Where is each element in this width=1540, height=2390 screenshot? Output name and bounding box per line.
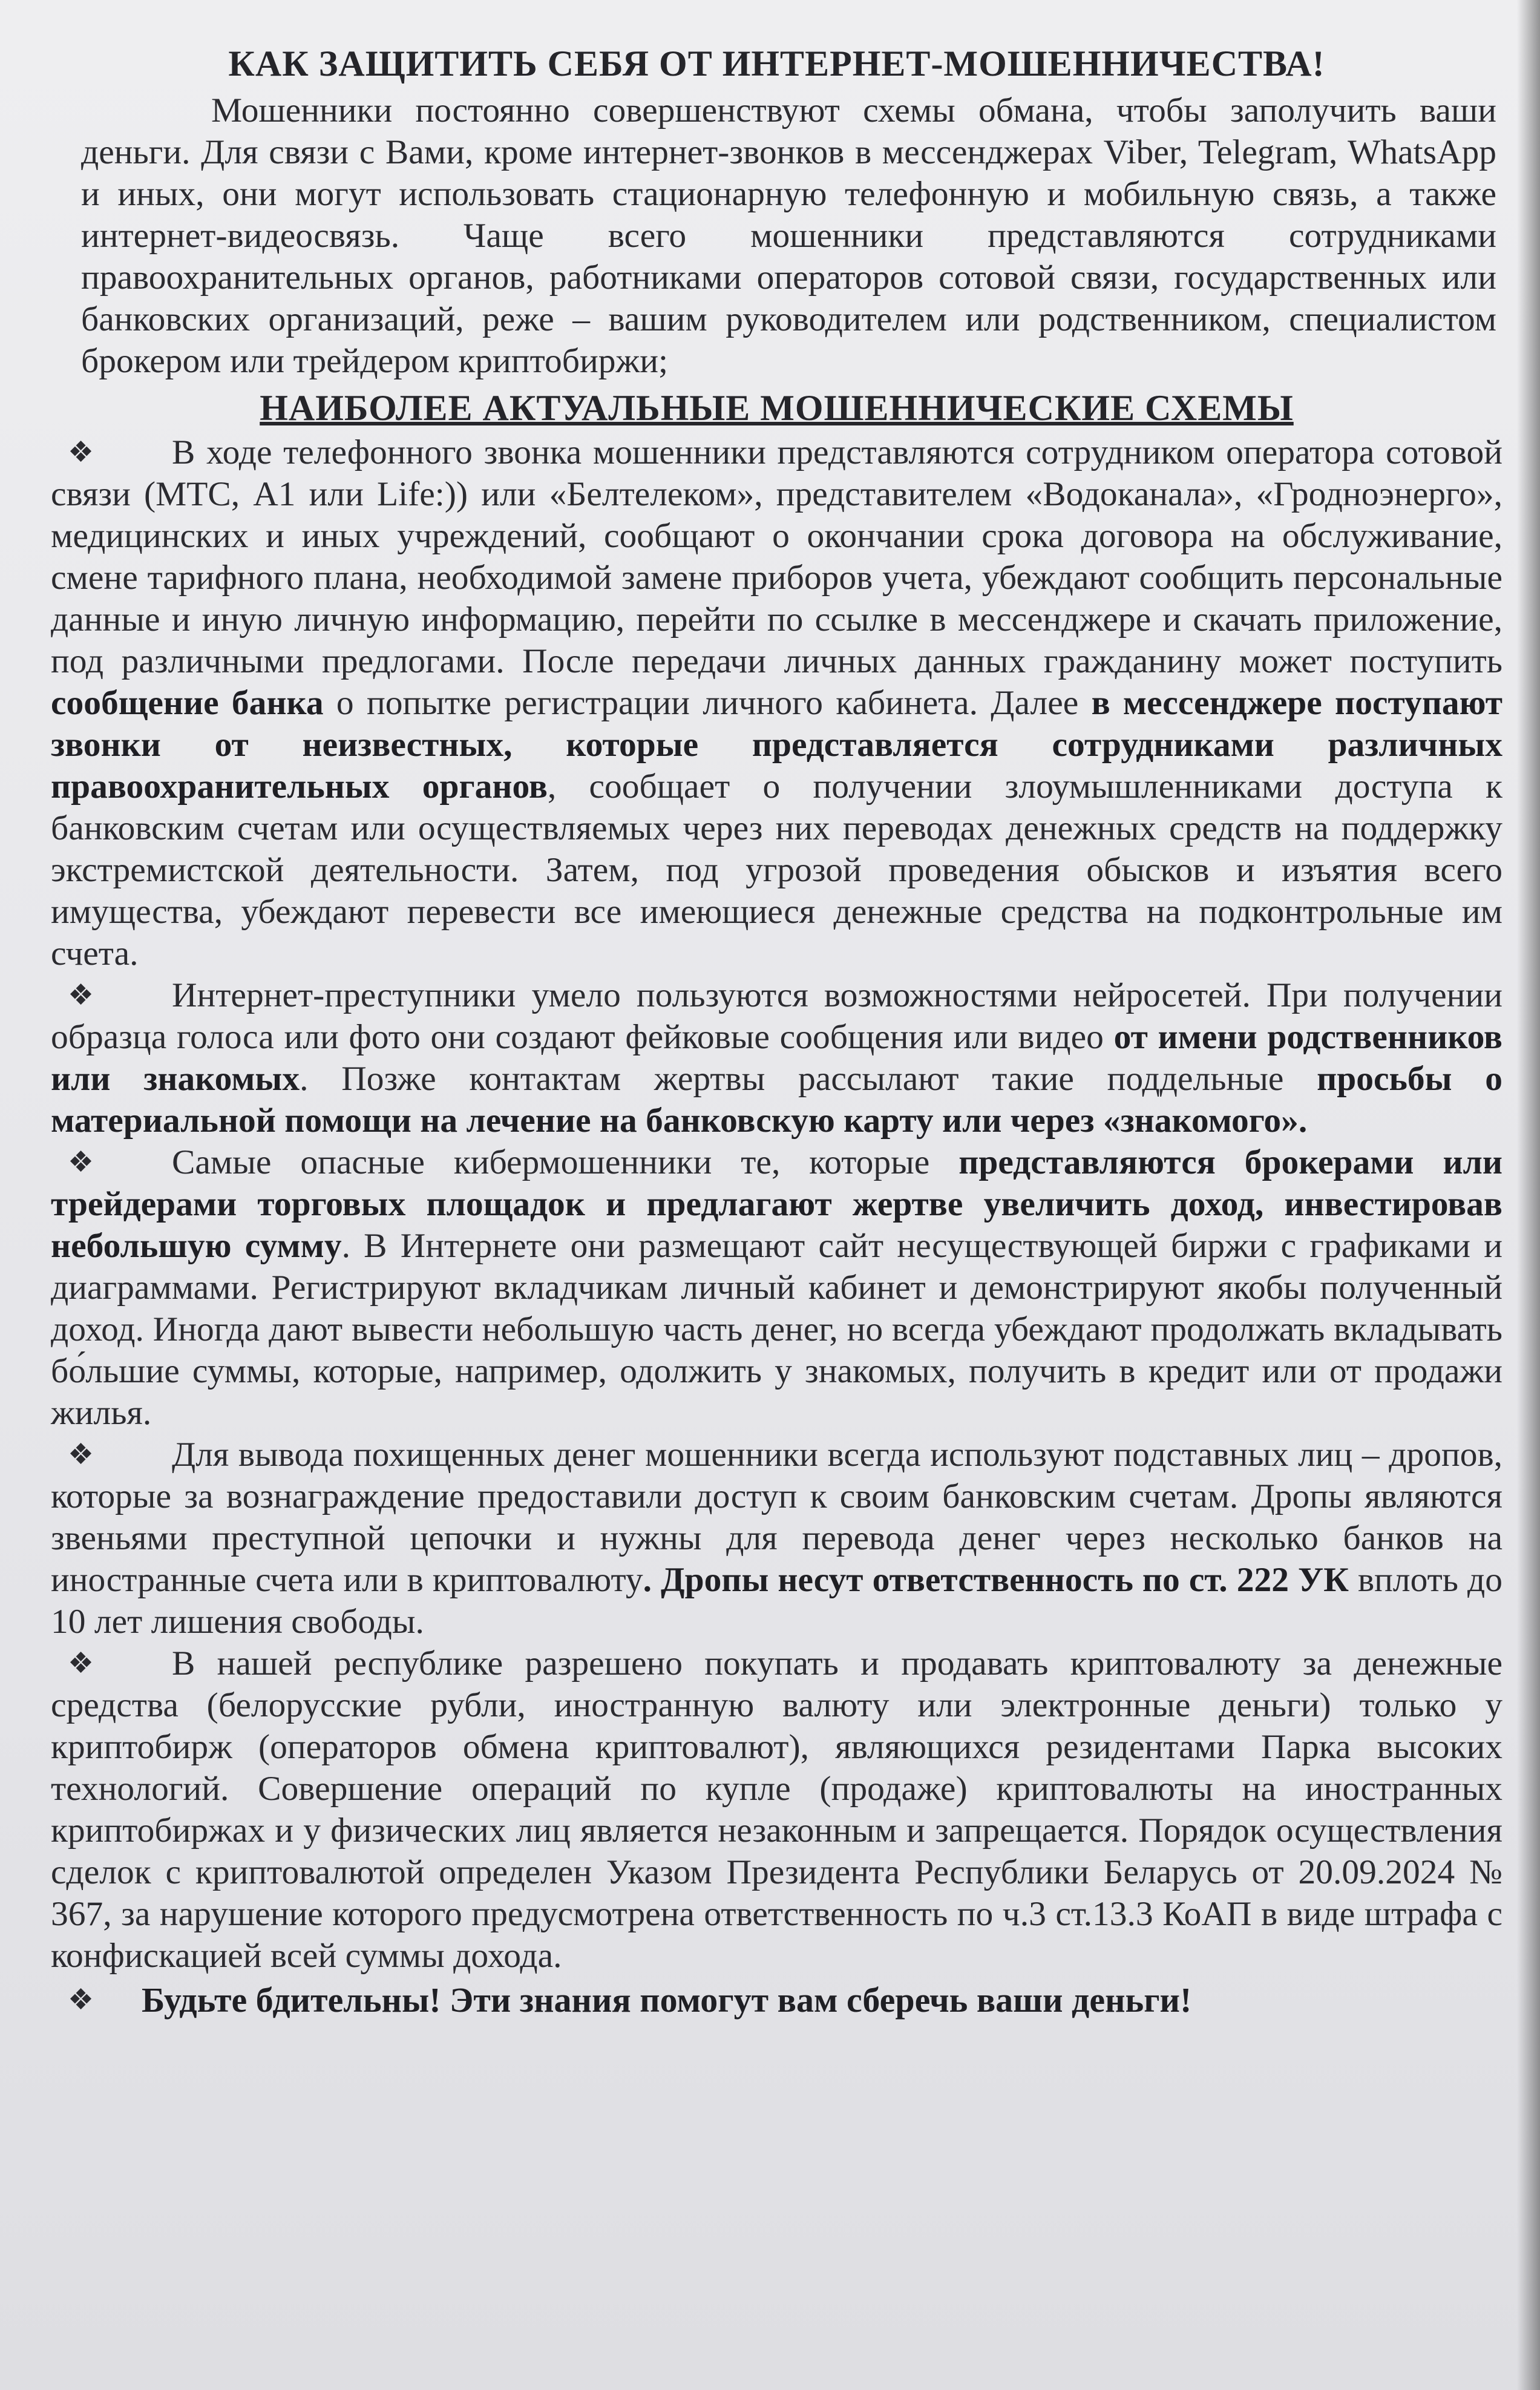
scheme-item-3 — [51, 1141, 1502, 1434]
scheme-1-bold-b: в мессенджере поступают звонки от неизвестных, которые представляется сотрудниками различных правоохранительных органов — [51, 684, 1503, 806]
document-title: КАК ЗАЩИТИТЬ СЕБЯ ОТ ИНТЕРНЕТ-МОШЕННИЧЕСТВА! — [228, 44, 1325, 84]
scheme-3-text-a: Самые опасные кибермошенники те, которые — [172, 1143, 959, 1181]
scheme-2-text-b: . Позже контактам жертвы рассылают такие поддельные — [300, 1060, 1317, 1098]
section-heading: НАИБОЛЕЕ АКТУАЛЬНЫЕ МОШЕННИЧЕСКИЕ СХЕМЫ — [260, 388, 1294, 428]
scheme-1-text-a: В ходе телефонного звонка мошенники представляются сотрудником оператора сотовой связи (МТС, А1 или Life:)) или «Белтелеком», представителем «Водоканала», «Гродноэнерго», медицинских и иных учреждений, сообщают о окончании срока договора на обслуживание, смене тарифного плана, необходимой замене приборов учета, убеждают сообщить персональные данные и иную личную информацию, перейти по ссылке в мессенджере и скачать приложение, под различными предлогами. После передачи личных данных гражданину может поступить — [51, 433, 1502, 680]
closing-text: Будьте бдительны! Эти знания помогут вам сберечь ваши деньги! — [142, 1980, 1192, 2020]
scheme-4-text-b: вплоть до 10 лет лишения свободы. — [51, 1561, 1502, 1641]
intro-paragraph: Мошенники постоянно совершенствуют схемы обмана, чтобы заполучить ваши деньги. Для связи с Вами, кроме интернет-звонков в мессенджерах Viber, Telegram, WhatsApp и иных, они могут использовать стационарную телефонную и мобильную связь, а также интернет-видеосвязь. Чаще всего мошенники представляются сотрудниками правоохранительных органов, работниками операторов сотовой связи, государственных или банковских организаций, реже – вашим руководителем или родственником, специалистом брокером или трейдером криптобиржи; — [81, 91, 1496, 380]
diamond-bullet-icon: ❖ — [68, 1983, 94, 2017]
scheme-1-text-b: о попытке регистрации личного кабинета. Далее — [323, 684, 1092, 722]
scheme-item-4 — [51, 1434, 1502, 1643]
scheme-5-text: В нашей республике разрешено покупать и продавать криптовалюту за денежные средства (белорусские рубли, иностранную валюту или электронные деньги) только у криптобирж (операторов обмена криптовалют), являющихся резидентами Парка высоких технологий. Совершение операций по купле (продаже) криптовалюты на иностранных криптобиржах и у физических лиц является незаконным и запрещается. Порядок осуществления сделок с криптовалютой определен Указом Президента Республики Беларусь от 20.09.2024 № 367, за нарушение которого предусмотрена ответственность по ч.3 ст.13.3 КоАП в виде штрафа с конфискацией всей суммы дохода. — [51, 1644, 1502, 1975]
scheme-item-2 — [51, 974, 1502, 1141]
scheme-3-bold-a: представляются брокерами или трейдерами торговых площадок и предлагают жертве увеличить доход, инвестировав небольшую сумму — [51, 1143, 1502, 1265]
scheme-item-1 — [51, 432, 1502, 974]
scheme-2-text-a: Интернет-преступники умело пользуются возможностями нейросетей. При получении образца голоса или фото они создают фейковые сообщения или видео — [51, 976, 1502, 1056]
scheme-3-text-b: . В Интернете они размещают сайт несуществующей биржи с графиками и диаграммами. Регистрируют вкладчикам личный кабинет и демонстрируют якобы полученный доход. Иногда дают вывести небольшую часть денег, но всегда убеждают продолжать вкладывать бо́льшие суммы, которые, например, одолжить у знакомых, получить в кредит или от продажи жилья. — [51, 1227, 1503, 1432]
scheme-2-bold-a: от имени родственников или знакомых — [51, 1018, 1502, 1098]
scheme-1-text-c: , сообщает о получении злоумышленниками доступа к банковским счетам или осуществляемых через них переводах денежных средств на поддержку экстремистской деятельности. Затем, под угрозой проведения обысков и изъятия всего имущества, убеждают перевести все имеющиеся денежные средства на подконтрольные им счета. — [51, 767, 1502, 973]
scheme-4-bold-a: . Дропы несут ответственность по ст. 222 УК — [643, 1561, 1349, 1599]
scheme-4-text-a: Для вывода похищенных денег мошенники всегда используют подставных лиц – дропов, которые за вознаграждение предоставили доступ к своим банковским счетам. Дропы являются звеньями преступной цепочки и нужны для перевода денег через несколько банков на иностранные счета или в криптовалюту — [51, 1436, 1502, 1599]
scheme-2-bold-b: просьбы о материальной помощи на лечение на банковскую карту или через «знакомого». — [51, 1060, 1503, 1140]
diamond-bullet-icon: ❖ — [68, 1646, 94, 1680]
scheme-item-5 — [51, 1643, 1502, 1977]
diamond-bullet-icon: ❖ — [68, 978, 94, 1012]
diamond-bullet-icon: ❖ — [68, 435, 94, 469]
diamond-bullet-icon: ❖ — [68, 1437, 94, 1471]
scheme-1-bold-a: сообщение банка — [51, 684, 324, 722]
closing-line — [51, 1979, 1502, 2021]
diamond-bullet-icon: ❖ — [68, 1145, 94, 1179]
